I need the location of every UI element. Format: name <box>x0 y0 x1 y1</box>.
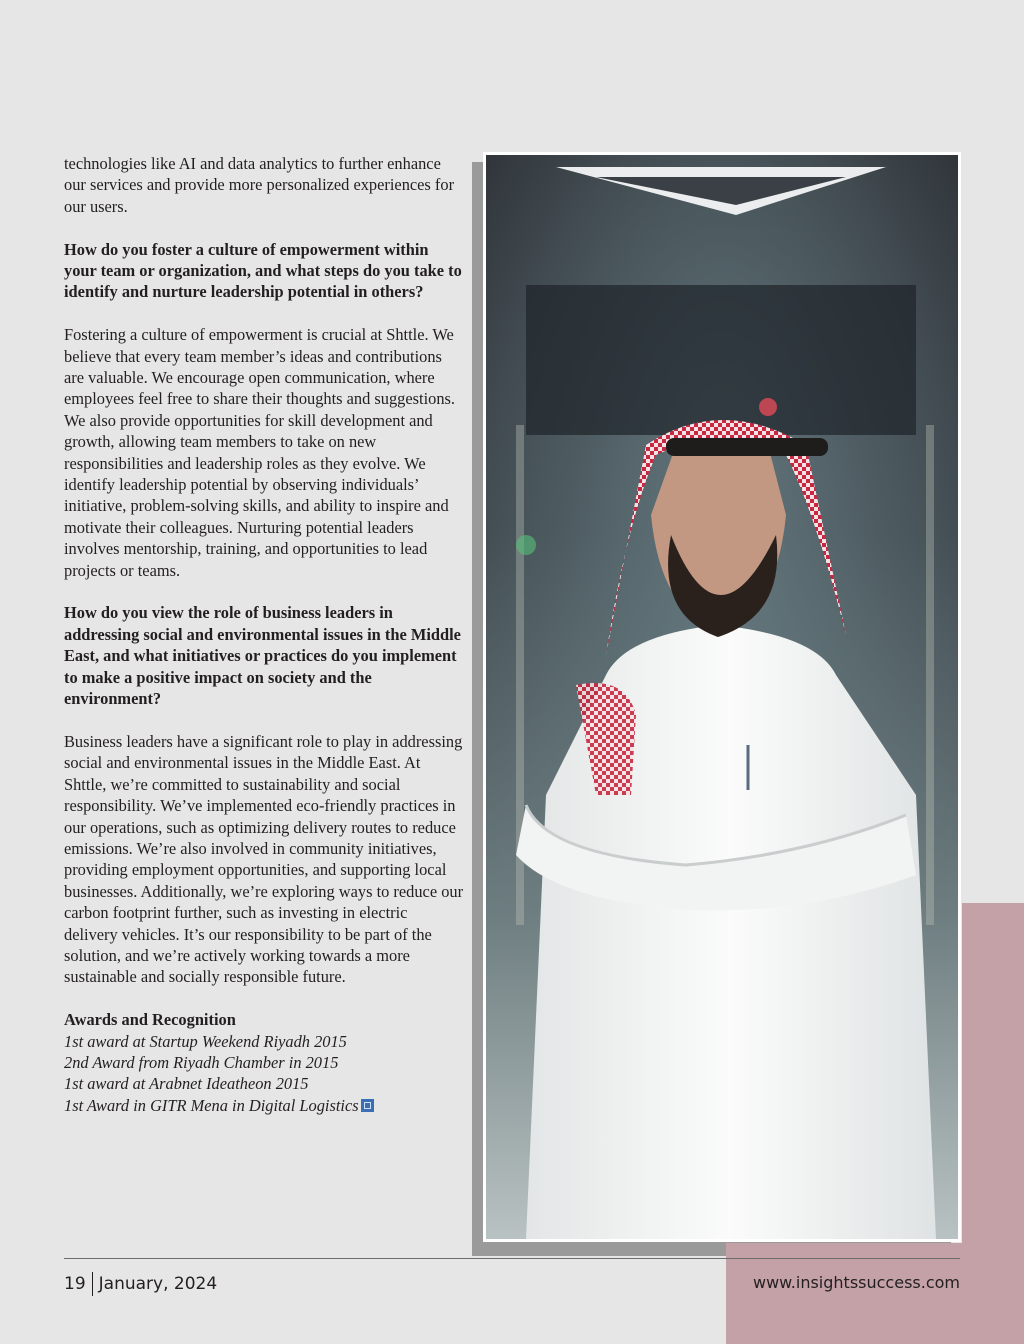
interview-answer: Business leaders have a significant role to play in addressing social and environmental issues in the Middle East. At Shttle, we’re committed to sustainability and social responsibility. We’ve implemented eco-friendly practices in our operations, such as optimizing delivery routes to reduce emissions. We’re also involved in community initiatives, providing employment opportunities, and supporting local businesses. Additionally, we’re exploring ways to reduce our carbon footprint further, such as investing in electric delivery vehicles. It’s our responsibility to be part of the solution, and we’re actively working towards a more sustainable and socially responsible future. <box>64 731 464 987</box>
award-item: 2nd Award from Riyadh Chamber in 2015 <box>64 1052 339 1072</box>
footer-page-info <box>64 1272 217 1296</box>
interview-question: How do you view the role of business leaders in addressing social and environmental issues in the Middle East, and what initiatives or practices do you implement to make a positive impact on society and the environment? <box>64 603 461 709</box>
footer-website: www.insightssuccess.com <box>753 1273 960 1292</box>
interview-question: How do you foster a culture of empowerment within your team or organization, and what steps do you take to identify and nurture leadership potential in others? <box>64 239 462 302</box>
page-number: 19 <box>64 1274 86 1294</box>
award-item-last <box>64 1095 464 1116</box>
portrait-photo-frame <box>483 152 961 1242</box>
article-end-icon <box>361 1099 374 1112</box>
awards-heading: Awards and Recognition <box>64 1010 236 1030</box>
award-item: 1st award at Startup Weekend Riyadh 2015 <box>64 1031 347 1051</box>
portrait-photo <box>486 155 958 1239</box>
footer-separator <box>92 1272 93 1296</box>
award-item-text: 1st Award in GITR Mena in Digital Logistics <box>64 1095 359 1115</box>
article-column <box>64 153 464 1116</box>
interview-answer: Fostering a culture of empowerment is crucial at Shttle. We believe that every team member’s ideas and contributions are valuable. We encourage open communication, where employees feel free to share their thoughts and suggestions. We also provide opportunities for skill development and growth, allowing team members to take on new responsibilities and leadership roles as they evolve. We identify leadership potential by observing individuals’ initiative, problem-solving skills, and ability to inspire and motivate their colleagues. Nurturing potential leaders involves mentorship, training, and opportunities to lead projects or teams. <box>64 325 455 580</box>
awards-section <box>64 1009 464 1116</box>
award-item: 1st award at Arabnet Ideatheon 2015 <box>64 1074 309 1094</box>
issue-date: January, 2024 <box>98 1274 218 1294</box>
article-paragraph: technologies like AI and data analytics to further enhance our services and provide more personalized experiences for our users. <box>64 154 455 216</box>
footer-divider <box>64 1258 960 1259</box>
